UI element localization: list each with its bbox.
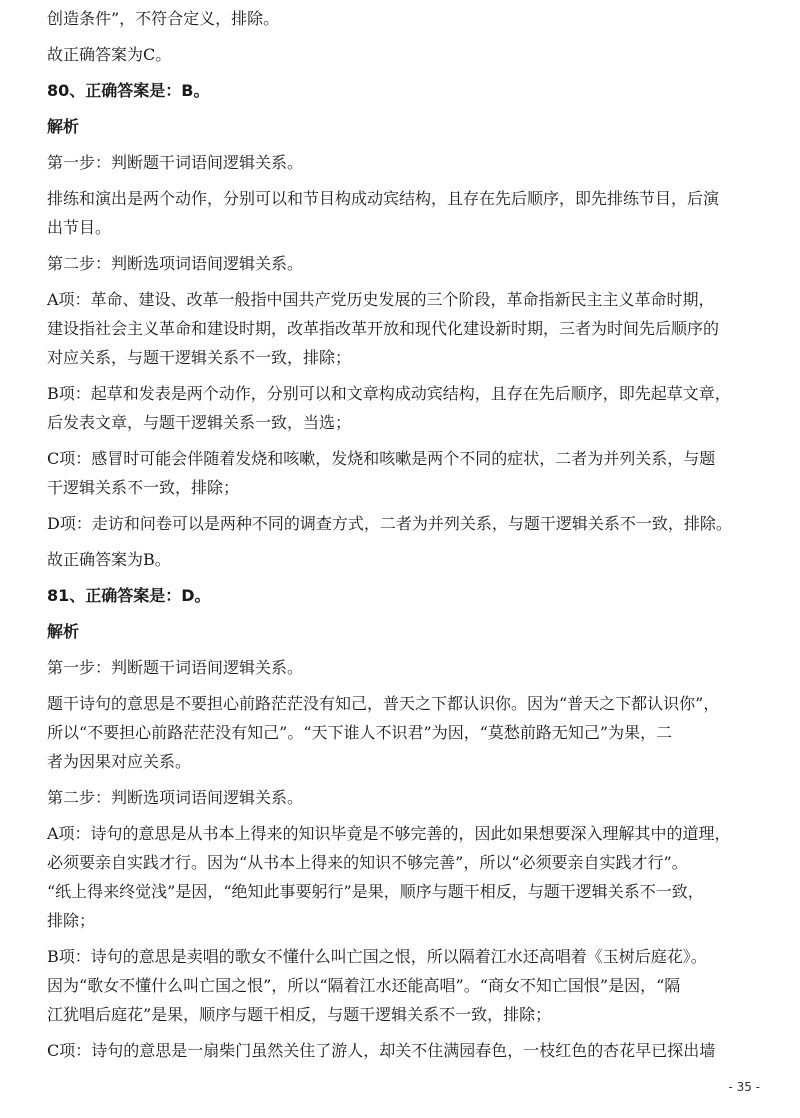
text-line: 第一步：判断题干词语间逻辑关系。 bbox=[47, 153, 304, 172]
text-line: 者为因果对应关系。 bbox=[47, 752, 192, 771]
paragraph bbox=[47, 444, 762, 502]
section-heading bbox=[47, 581, 762, 610]
paragraph bbox=[47, 1036, 762, 1065]
paragraph bbox=[47, 783, 762, 812]
section-heading bbox=[47, 617, 762, 646]
text-line: 故正确答案为B。 bbox=[47, 550, 171, 569]
paragraph bbox=[47, 4, 762, 33]
text-line: 排除； bbox=[47, 911, 96, 930]
text-line: 所以“不要担心前路茫茫没有知己”。“天下谁人不识君”为因，“莫愁前路无知己”为果，二 bbox=[47, 723, 673, 742]
text-line: B项：诗句的意思是卖唱的歌女不懂什么叫亡国之恨，所以隔着江水还高唱着《玉树后庭花》。 bbox=[47, 947, 707, 966]
text-line: 必须要亲自实践才行。因为“从书本上得来的知识不够完善”，所以“必须要亲自实践才行”。 bbox=[47, 853, 688, 872]
paragraph bbox=[47, 40, 762, 69]
text-line: D项：走访和问卷可以是两种不同的调查方式，二者为并列关系，与题干逻辑关系不一致，排除。 bbox=[47, 514, 732, 533]
text-line: C项：感冒时可能会伴随着发烧和咳嗽，发烧和咳嗽是两个不同的症状，二者为并列关系，与题 bbox=[47, 449, 716, 468]
section-heading bbox=[47, 112, 762, 141]
text-line: 对应关系，与题干逻辑关系不一致，排除； bbox=[47, 348, 352, 367]
paragraph bbox=[47, 689, 762, 776]
text-line: 干逻辑关系不一致，排除； bbox=[47, 478, 240, 497]
text-line: 第二步：判断选项词语间逻辑关系。 bbox=[47, 788, 304, 807]
paragraph bbox=[47, 819, 762, 935]
text-line: 解析 bbox=[47, 117, 80, 136]
paragraph bbox=[47, 379, 762, 437]
text-line: 江犹唱后庭花”是果，顺序与题干相反，与题干逻辑关系不一致，排除； bbox=[47, 1005, 552, 1024]
text-line: 创造条件”，不符合定义，排除。 bbox=[47, 9, 280, 28]
paragraph bbox=[47, 249, 762, 278]
paragraph bbox=[47, 942, 762, 1029]
text-line: 出节目。 bbox=[47, 218, 112, 237]
text-line: “纸上得来终觉浅”是因，“绝知此事要躬行”是果，顺序与题干相反，与题干逻辑关系不一致， bbox=[47, 882, 704, 901]
text-line: 题干诗句的意思是不要担心前路茫茫没有知己，普天之下都认识你。因为“普天之下都认识你”， bbox=[47, 694, 720, 713]
section-heading bbox=[47, 76, 762, 105]
paragraph bbox=[47, 545, 762, 574]
text-line: 故正确答案为C。 bbox=[47, 45, 172, 64]
text-line: B项：起草和发表是两个动作，分别可以和文章构成动宾结构，且存在先后顺序，即先起草文章， bbox=[47, 384, 731, 403]
text-line: 第一步：判断题干词语间逻辑关系。 bbox=[47, 658, 304, 677]
document-body bbox=[47, 4, 762, 1072]
text-line: 排练和演出是两个动作，分别可以和节目构成动宾结构，且存在先后顺序，即先排练节目，后演 bbox=[47, 189, 720, 208]
text-line: 解析 bbox=[47, 622, 80, 641]
text-line: 80、正确答案是：B。 bbox=[47, 81, 210, 100]
paragraph bbox=[47, 184, 762, 242]
paragraph bbox=[47, 148, 762, 177]
text-line: 后发表文章，与题干逻辑关系一致，当选； bbox=[47, 413, 352, 432]
text-line: A项：革命、建设、改革一般指中国共产党历史发展的三个阶段，革命指新民主主义革命时期， bbox=[47, 290, 715, 309]
text-line: 建设指社会主义革命和建设时期，改革指改革开放和现代化建设新时期，三者为时间先后顺序的 bbox=[47, 319, 720, 338]
text-line: A项：诗句的意思是从书本上得来的知识毕竟是不够完善的，因此如果想要深入理解其中的道理， bbox=[47, 824, 731, 843]
text-line: 因为“歌女不懂什么叫亡国之恨”，所以“隔着江水还能高唱”。“商女不知亡国恨”是因，“隔 bbox=[47, 976, 681, 995]
paragraph bbox=[47, 285, 762, 372]
paragraph bbox=[47, 653, 762, 682]
text-line: 第二步：判断选项词语间逻辑关系。 bbox=[47, 254, 304, 273]
page-number: - 35 - bbox=[728, 1080, 760, 1094]
text-line: 81、正确答案是：D。 bbox=[47, 586, 211, 605]
paragraph bbox=[47, 509, 762, 538]
text-line: C项：诗句的意思是一扇柴门虽然关住了游人，却关不住满园春色，一枝红色的杏花早已探出墙 bbox=[47, 1041, 716, 1060]
